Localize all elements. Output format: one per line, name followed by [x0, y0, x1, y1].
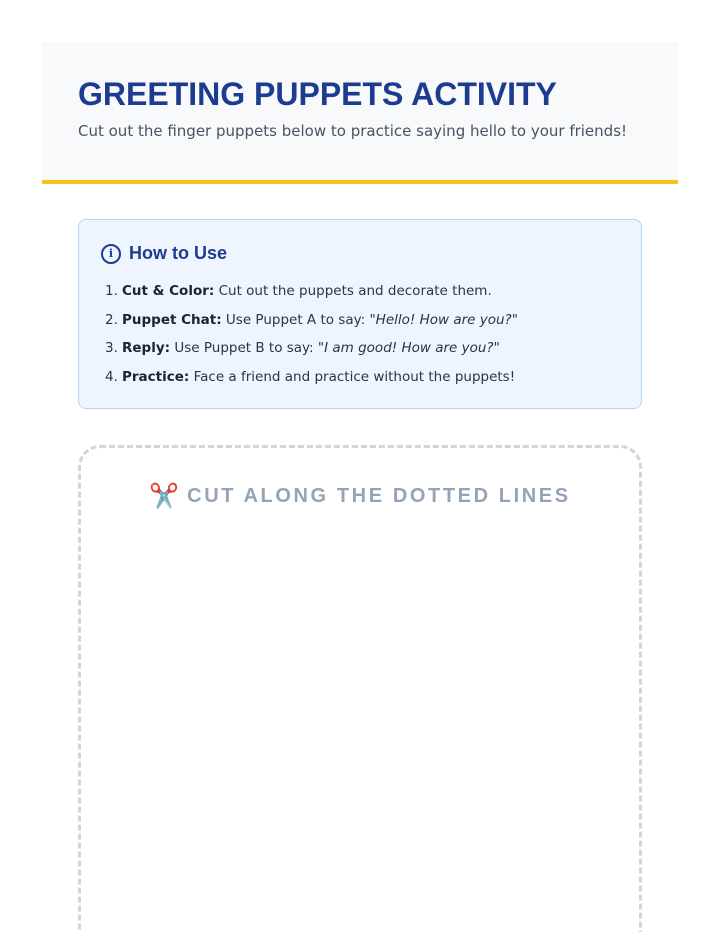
step-item: [105, 339, 518, 368]
how-to-use-box: [78, 219, 642, 409]
cut-heading: [81, 484, 639, 508]
step-quote: "Hello! How are you?": [369, 311, 518, 328]
puppet-cut-area: [78, 445, 642, 932]
step-label: Practice:: [122, 368, 190, 385]
cut-instruction-label: CUT ALONG THE DOTTED LINES: [187, 484, 571, 507]
step-text: Cut out the puppets and decorate them.: [218, 283, 492, 299]
info-circle-icon: i: [101, 244, 121, 264]
step-item: [105, 311, 518, 340]
step-number: 1.: [105, 283, 118, 299]
how-to-use-title: How to Use: [129, 243, 228, 263]
page-subtitle: Cut out the finger puppets below to practice saying hello to your friends!: [78, 122, 628, 140]
step-number: 3.: [105, 340, 118, 356]
step-label: Reply:: [122, 340, 171, 356]
step-label: Cut & Color:: [122, 283, 215, 299]
step-quote: "I am good! How are you?": [317, 340, 500, 356]
step-number: 2.: [105, 311, 118, 328]
step-number: 4.: [105, 368, 118, 385]
step-text: Use Puppet B to say:: [174, 340, 314, 356]
step-item: [105, 368, 518, 397]
steps-list: [105, 282, 518, 396]
page-title: GREETING PUPPETS ACTIVITY: [78, 76, 557, 112]
step-text: Use Puppet A to say:: [225, 311, 366, 328]
scissors-icon: ✂️: [149, 482, 180, 510]
how-to-use-header: [101, 243, 227, 264]
step-text: Face a friend and practice without the puppets!: [193, 368, 516, 385]
step-label: Puppet Chat:: [122, 311, 222, 328]
page-header: [42, 42, 678, 184]
step-item: [105, 282, 518, 311]
